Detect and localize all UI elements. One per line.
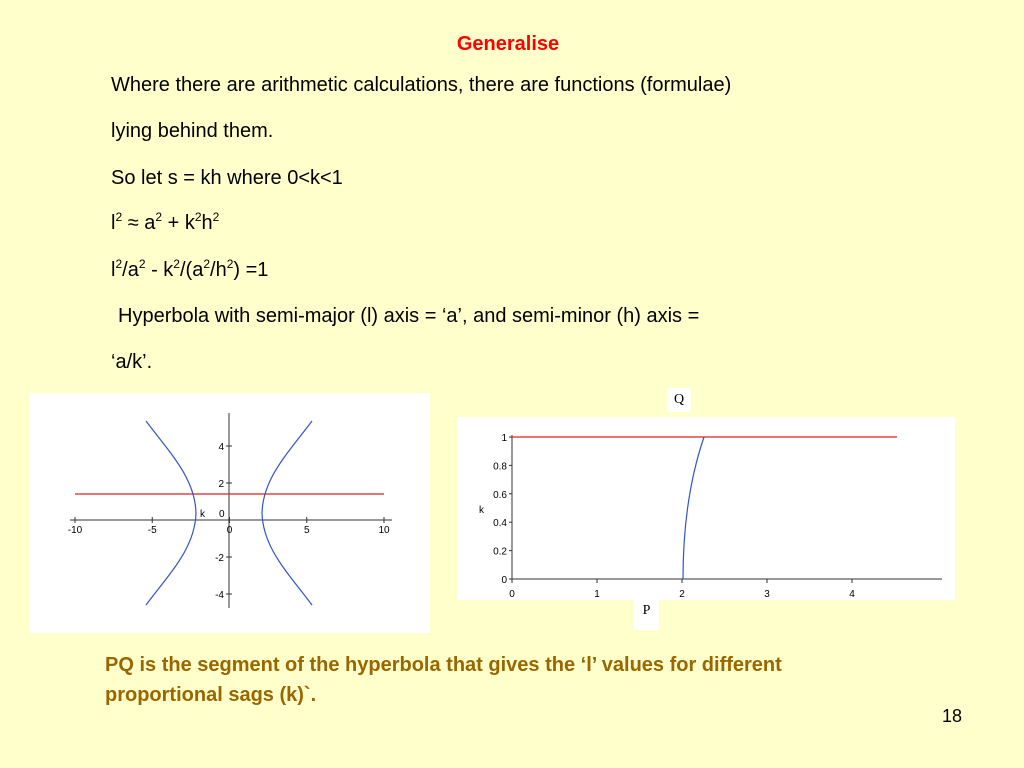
hyperbola-right-branch bbox=[262, 421, 312, 605]
text-line-1: Where there are arithmetic calculations, there are functions (formulae) bbox=[111, 74, 732, 96]
hyperbola-plot-svg bbox=[30, 393, 430, 633]
eq2-sup1: 2 bbox=[115, 257, 123, 271]
x-tick-label: 3 bbox=[764, 589, 770, 600]
text-line-2: lying behind them. bbox=[111, 120, 274, 142]
eq2-h: /h bbox=[210, 259, 227, 281]
y-tick-label: 0.8 bbox=[493, 461, 507, 473]
x-tick-label: 1 bbox=[594, 589, 600, 600]
x-tick-label: 0 bbox=[509, 589, 515, 600]
eq1-h: h bbox=[201, 212, 213, 234]
pq-curve bbox=[683, 437, 704, 579]
y-tick-label: 0.2 bbox=[493, 546, 507, 558]
eq2-sup3: 2 bbox=[173, 257, 180, 271]
y-axis-label: k bbox=[479, 505, 484, 516]
equation-1 bbox=[111, 212, 219, 235]
k-plot bbox=[457, 417, 955, 600]
y-tick-label: 2 bbox=[218, 479, 224, 490]
plot-left-axes bbox=[67, 413, 392, 608]
eq1-sup2: 2 bbox=[155, 210, 163, 224]
x-tick-label: 5 bbox=[303, 525, 310, 536]
plot-right-ticks bbox=[493, 433, 855, 600]
x-tick-label: -5 bbox=[147, 525, 157, 536]
equation-2 bbox=[111, 259, 268, 282]
eq1-sup3: 2 bbox=[194, 210, 202, 224]
eq1-approx: ≈ a bbox=[122, 212, 156, 234]
text-line-3: So let s = kh where 0<k<1 bbox=[111, 167, 343, 189]
text-line-7: ‘a/k’. bbox=[111, 351, 153, 373]
hyperbola-plot bbox=[30, 393, 430, 633]
origin-label: 0 bbox=[219, 509, 225, 520]
eq1-sup1: 2 bbox=[115, 210, 123, 224]
y-tick-label: 0 bbox=[501, 575, 507, 586]
y-tick-label: 4 bbox=[218, 442, 224, 453]
y-tick-label: 0.6 bbox=[493, 489, 507, 501]
y-tick-label: -4 bbox=[215, 590, 224, 601]
slide-title: Generalise bbox=[456, 33, 560, 55]
y-tick-label: 1 bbox=[501, 433, 507, 444]
eq2-tail: ) =1 bbox=[233, 259, 269, 281]
k-plot-svg bbox=[457, 417, 955, 600]
text-line-6: Hyperbola with semi-major (l) axis = ‘a’, and semi-minor (h) axis = bbox=[118, 305, 700, 327]
x-tick-label: -10 bbox=[67, 525, 83, 536]
page-number: 18 bbox=[941, 706, 962, 726]
x-tick-label: 2 bbox=[679, 589, 685, 600]
eq1-plus: + k bbox=[162, 212, 195, 234]
eq1-l: l bbox=[111, 212, 116, 234]
x-tick-label: 10 bbox=[378, 525, 390, 536]
y-tick-label: -2 bbox=[215, 553, 224, 564]
eq2-a: /a bbox=[122, 259, 139, 281]
x-tick-label: 4 bbox=[849, 589, 855, 600]
eq1-sup4: 2 bbox=[212, 210, 220, 224]
eq2-sup2: 2 bbox=[138, 257, 146, 271]
label-q: Q bbox=[667, 388, 691, 412]
eq2-l: l bbox=[111, 259, 116, 281]
x-tick-label: 0 bbox=[226, 525, 233, 536]
y-tick-label: 0.4 bbox=[493, 518, 507, 530]
eq2-sup4: 2 bbox=[203, 257, 211, 271]
axis-label-k: k bbox=[200, 509, 205, 520]
label-p: P bbox=[634, 600, 659, 630]
eq2-sup5: 2 bbox=[226, 257, 234, 271]
hyperbola-left-branch bbox=[146, 421, 196, 605]
eq2-paren: /(a bbox=[179, 259, 204, 281]
eq2-minus: - k bbox=[145, 259, 174, 281]
caption: PQ is the segment of the hyperbola that gives the ‘l’ values for different proportional sags (k)`. bbox=[105, 654, 782, 706]
